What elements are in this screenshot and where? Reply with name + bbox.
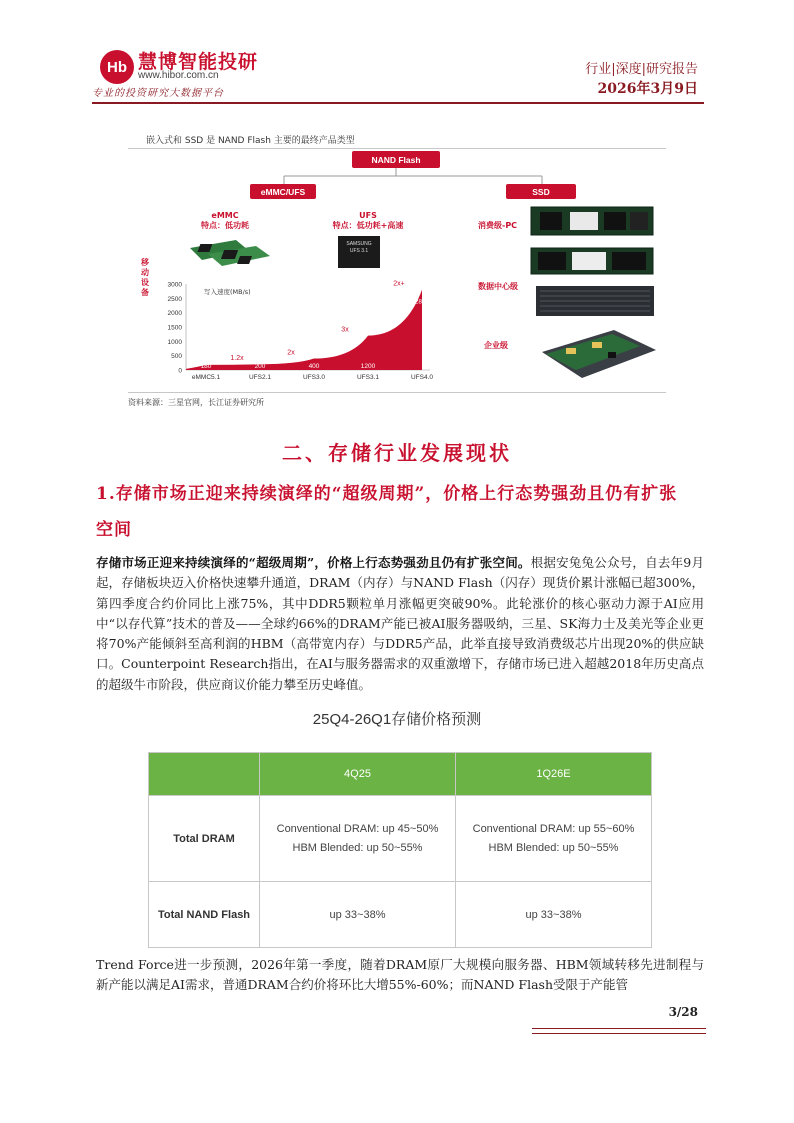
write-speed-chart (150, 276, 440, 384)
growth-label: 2x+ (393, 280, 405, 288)
table-corner-cell (149, 753, 260, 796)
emmc-title: eMMC (211, 211, 239, 220)
figure-top-rule (128, 148, 666, 149)
table-header-row (149, 753, 652, 796)
y-tick-label: 2500 (167, 295, 182, 303)
footer-rule (532, 1028, 706, 1029)
figure-source: 资料来源：三星官网，长江证券研究所 (128, 398, 264, 407)
data-label: 200 (254, 363, 266, 370)
nand-flash-node: NAND Flash (352, 151, 440, 168)
cell-line: HBM Blended: up 50~55% (292, 841, 423, 854)
speed-area (186, 290, 422, 370)
row-label: Total NAND Flash (149, 882, 260, 948)
table-cell (260, 796, 456, 882)
table-row (149, 796, 652, 882)
y-axis-title: 写入速度(MB/s) (204, 288, 251, 296)
growth-label: 2x (287, 349, 295, 357)
enterprise-ssd-image (536, 324, 660, 384)
logo-slogan: 专业的投资研究大数据平台 (92, 88, 224, 99)
figure-caption: 嵌入式和 SSD 是 NAND Flash 主要的最终产品类型 (146, 136, 355, 146)
price-table-title: 25Q4-26Q1存储价格预测 (312, 711, 482, 728)
y-tick-label: 3000 (167, 281, 182, 289)
cell-line: Conventional DRAM: up 45~50% (276, 822, 439, 835)
body-paragraph-2: Trend Force进一步预测，2026年第一季度，随着DRAM原厂大规模向服务器、HBM领域转移先进制程与新产能以满足AI需求，普通DRAM合约价将环比大增55%-60%；而NAND Flash受限于产能管 (96, 957, 704, 993)
report-type: 行业|深度|研究报告 (585, 62, 698, 77)
row-label: Total DRAM (149, 796, 260, 882)
x-tick-label: UFS3.1 (356, 374, 380, 381)
ufs-chip-image (338, 236, 380, 268)
x-tick-label: eMMC5.1 (191, 374, 221, 381)
data-label: 2800 (414, 298, 430, 306)
page-number: 3/28 (668, 1005, 698, 1019)
report-date: 2026年3月9日 (597, 81, 698, 97)
ssd-enterprise-label: 企业级 (484, 341, 508, 350)
data-label: 400 (308, 363, 320, 370)
table-cell: up 33~38% (260, 882, 456, 948)
y-tick-label: 500 (171, 353, 182, 361)
data-label: 180 (200, 363, 212, 370)
table-cell (456, 796, 652, 882)
consumer-ssd-image (530, 203, 656, 239)
ufs-chip-brand: SAMSUNG (346, 241, 372, 247)
section-heading: 二、存储行业发展现状 (282, 441, 512, 465)
table-cell: up 33~38% (456, 882, 652, 948)
footer-rule (532, 1033, 706, 1034)
ufs-chip-model: UFS 3.1 (349, 248, 369, 254)
ssd-node: SSD (506, 184, 576, 199)
ufs-title: UFS (359, 211, 377, 220)
emmc-feature: 特点：低功耗 (201, 221, 249, 230)
paragraph-lead: 存储市场正迎来持续演绎的“超级周期”，价格上行态势强劲且仍有扩张空间。 (96, 555, 531, 570)
x-tick-label: UFS2.1 (248, 374, 272, 381)
col-header-1q26e: 1Q26E (456, 753, 652, 796)
table-row (149, 882, 652, 948)
y-tick-label: 1500 (167, 324, 182, 332)
datacenter-ssd-image (530, 245, 656, 277)
paragraph-body: 根据安兔兔公众号，自去年9月起，存储板块迈入价格快速攀升通道，DRAM（内存）与NAND Flash（闪存）现货价累计涨幅已超300%，第四季度合约价同比上涨75%，其中DDR5颗粒单月涨幅更突破90%。此轮涨价的核心驱动力源于AI应用中“以存代算”技术的普及——全球约66%的DRAM产能已被AI服务器吸纳，三星、SK海力士及美光等企业更将70%产能倾斜至高利润的HBM（高带宽内存）与DDR5产品，此举直接导致消费级芯片出现20%的供应缺口。Counterpoint Research指出，在AI与服务器需求的双重激增下，存储市场已进入超越2018年历史高点的超级牛市阶段，供应商议价能力攀至历史峰值。 (96, 555, 704, 692)
logo-icon: Hb (100, 50, 134, 84)
y-tick-label: 0 (178, 367, 182, 375)
mobile-device-label: 移动设备 (141, 258, 149, 297)
ruler-ssd-image (536, 284, 656, 318)
ssd-datacenter-label: 数据中心级 (478, 282, 518, 291)
logo-url[interactable]: www.hibor.com.cn (138, 70, 219, 81)
growth-label: 1.2x (230, 355, 244, 362)
x-tick-label: UFS3.0 (302, 374, 326, 381)
growth-label: 3x (341, 326, 349, 334)
header-divider (92, 102, 704, 104)
cell-line: HBM Blended: up 50~55% (488, 841, 619, 854)
x-tick-label: UFS4.0 (410, 374, 434, 381)
logo-name: 慧博智能投研 (138, 51, 259, 73)
emmc-ufs-node: eMMC/UFS (250, 184, 316, 199)
subsection-heading-line2: 空间 (96, 520, 132, 540)
ufs-feature: 特点：低功耗+高速 (332, 221, 404, 230)
subsection-heading-line1: 1.存储市场正迎来持续演绎的“超级周期”，价格上行态势强劲且仍有扩张 (96, 484, 678, 504)
col-header-4q25: 4Q25 (260, 753, 456, 796)
cell-line: Conventional DRAM: up 55~60% (472, 822, 635, 835)
y-tick-label: 1000 (167, 338, 182, 346)
body-paragraph (96, 553, 704, 695)
ssd-consumer-label: 消费级-PC (478, 221, 518, 230)
figure-bottom-rule (128, 392, 666, 393)
price-forecast-table (148, 752, 652, 948)
y-tick-label: 2000 (167, 310, 182, 318)
emmc-chips-image (186, 234, 274, 270)
data-label: 1200 (360, 363, 376, 370)
